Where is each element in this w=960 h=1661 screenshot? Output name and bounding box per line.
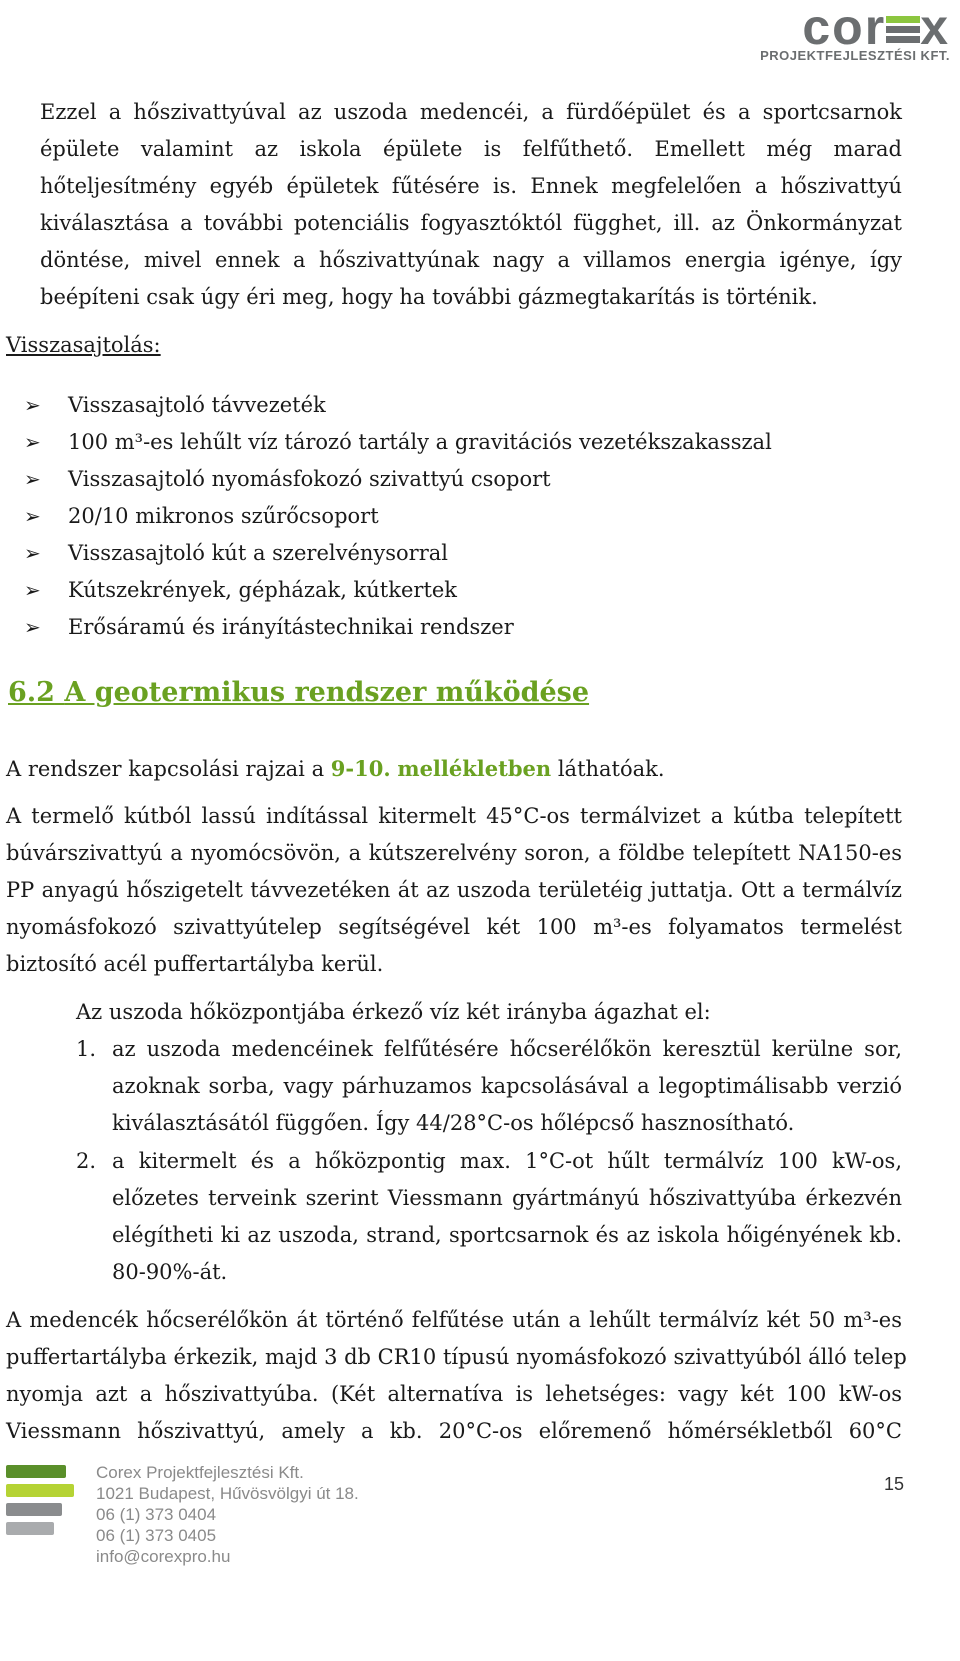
list-item-text: 100 m³-es lehűlt víz tározó tartály a gravitációs vezetékszakasszal bbox=[68, 430, 772, 454]
text-line: A termelő kútból lassú indítással kitermelt 45°C-os termálvizet a kútba telepített bbox=[6, 804, 902, 828]
page-number: 15 bbox=[883, 1474, 904, 1494]
text-line: hőteljesítmény egyéb épületek fűtésére is. Ennek megfelelően a hőszivattyú bbox=[40, 174, 902, 198]
drawings-sentence bbox=[6, 750, 665, 788]
logo-bar bbox=[6, 1503, 62, 1516]
text-line: biztosító acél puffertartályba kerül. bbox=[6, 952, 384, 976]
footer-address: 1021 Budapest, Hűvösvölgyi út 18. bbox=[96, 1484, 359, 1503]
sentence-text: láthatóak. bbox=[551, 757, 665, 781]
arrow-bullet-icon: ➢ bbox=[24, 393, 41, 417]
footer-email[interactable]: info@corexpro.hu bbox=[96, 1547, 231, 1566]
list-item bbox=[18, 498, 772, 535]
logo-wordmark: cor x bbox=[802, 0, 950, 55]
item-number: 2. bbox=[76, 1149, 97, 1173]
branch-intro: Az uszoda hőközpontjába érkező víz két irányba ágazhat el: bbox=[76, 1000, 711, 1024]
numbered-item-2 bbox=[112, 1143, 902, 1291]
text-line: nyomásfokozó szivattyútelep segítségével két 100 m³-es folyamatos termelést bbox=[6, 915, 902, 939]
text-line: puffertartályba érkezik, majd 3 db CR10 típusú nyomásfokozó szivattyúból álló telep bbox=[6, 1345, 907, 1369]
list-item bbox=[18, 424, 772, 461]
text-line: 80-90%-át. bbox=[112, 1260, 228, 1284]
logo-bar bbox=[6, 1465, 66, 1478]
list-item bbox=[18, 461, 772, 498]
list-item-text: Visszasajtoló távvezeték bbox=[68, 393, 326, 417]
text-line: búvárszivattyú a nyomócsövön, a kútszerelvény soron, a földbe telepített NA150-es bbox=[6, 841, 902, 865]
footer-logo-bars bbox=[6, 1465, 80, 1541]
list-item-text: Visszasajtoló kút a szerelvénysorral bbox=[68, 541, 448, 565]
logo-bar bbox=[6, 1484, 74, 1497]
buffer-paragraph bbox=[6, 1302, 907, 1450]
production-paragraph bbox=[6, 798, 902, 983]
list-item-text: Visszasajtoló nyomásfokozó szivattyú csoport bbox=[68, 467, 551, 491]
text-line: előzetes terveink szerint Viessmann gyártmányú hőszivattyúba érkezvén bbox=[112, 1186, 902, 1210]
text-line: beépíteni csak úgy éri meg, hogy ha további gázmegtakarítás is történik. bbox=[40, 285, 818, 309]
text-line: a kitermelt és a hőközpontig max. 1°C-ot hűlt termálvíz 100 kW-os, bbox=[112, 1149, 902, 1173]
list-item-text: 20/10 mikronos szűrőcsoport bbox=[68, 504, 379, 528]
reinjection-title: Visszasajtolás: bbox=[6, 333, 161, 357]
text-line: kiválasztása a további potenciális fogyasztóktól függhet, ill. az Önkormányzat bbox=[40, 211, 902, 235]
item-number: 1. bbox=[76, 1037, 97, 1061]
corex-logo bbox=[750, 2, 950, 63]
text-line: Viessmann hőszivattyú, amely a kb. 20°C-os előremenő hőmérsékletből 60°C bbox=[6, 1419, 902, 1443]
text-line: nyomja azt a hőszivattyúba. (Két alternatíva is lehetséges: vagy két 100 kW-os bbox=[6, 1382, 902, 1406]
arrow-bullet-icon: ➢ bbox=[24, 430, 41, 454]
arrow-bullet-icon: ➢ bbox=[24, 615, 41, 639]
reinjection-list bbox=[18, 387, 772, 646]
list-item bbox=[18, 609, 772, 646]
text-line: döntése, mivel ennek a hőszivattyúnak nagy a villamos energia igénye, így bbox=[40, 248, 902, 272]
text-line: A medencék hőcserélőkön át történő felfűtése után a lehűlt termálvíz két 50 m³-es bbox=[6, 1308, 902, 1332]
text-line: Ezzel a hőszivattyúval az uszoda medencéi, a fürdőépület és a sportcsarnok bbox=[40, 100, 902, 124]
logo-subtitle: PROJEKTFEJLESZTÉSI KFT. bbox=[760, 48, 950, 63]
list-item bbox=[18, 387, 772, 424]
list-item-text: Erősáramú és irányítástechnikai rendszer bbox=[68, 615, 514, 639]
text-line: az uszoda medencéinek felfűtésére hőcserélőkön keresztül kerülne sor, bbox=[112, 1037, 902, 1061]
arrow-bullet-icon: ➢ bbox=[24, 504, 41, 528]
appendix-ref-number: 9-10. bbox=[330, 756, 391, 781]
footer-fax: 06 (1) 373 0405 bbox=[96, 1526, 217, 1545]
arrow-bullet-icon: ➢ bbox=[24, 467, 41, 491]
intro-paragraph bbox=[40, 94, 902, 316]
list-item-text: Kútszekrények, gépházak, kútkertek bbox=[68, 578, 458, 602]
footer-phone: 06 (1) 373 0404 bbox=[96, 1505, 217, 1524]
text-line: azoknak sorba, vagy párhuzamos kapcsolásával a legoptimálisabb verzió bbox=[112, 1074, 902, 1098]
arrow-bullet-icon: ➢ bbox=[24, 541, 41, 565]
logo-bar bbox=[6, 1522, 54, 1535]
arrow-bullet-icon: ➢ bbox=[24, 578, 41, 602]
list-item bbox=[18, 572, 772, 609]
sentence-text: A rendszer kapcsolási rajzai a bbox=[6, 757, 331, 781]
footer-contact bbox=[96, 1462, 359, 1567]
section-number: 6.2 bbox=[8, 677, 55, 708]
text-line: elégítheti ki az uszoda, strand, sportcsarnok és az iskola hőigényének kb. bbox=[112, 1223, 902, 1247]
numbered-item-1 bbox=[112, 1031, 902, 1142]
text-line: kiválasztásától függően. Így 44/28°C-os hőlépcső hasznosítható. bbox=[112, 1111, 795, 1135]
appendix-ref-link[interactable]: mellékletben bbox=[397, 756, 552, 781]
footer-company: Corex Projektfejlesztési Kft. bbox=[96, 1463, 304, 1482]
text-line: épülete valamint az iskola épülete is felfűthető. Emellett még marad bbox=[40, 137, 902, 161]
list-item bbox=[18, 535, 772, 572]
text-line: PP anyagú hőszigetelt távvezetéken át az uszoda területéig juttatja. Ott a termálvíz bbox=[6, 878, 902, 902]
section-title: A geotermikus rendszer működése bbox=[64, 677, 590, 708]
section-heading bbox=[8, 677, 589, 708]
